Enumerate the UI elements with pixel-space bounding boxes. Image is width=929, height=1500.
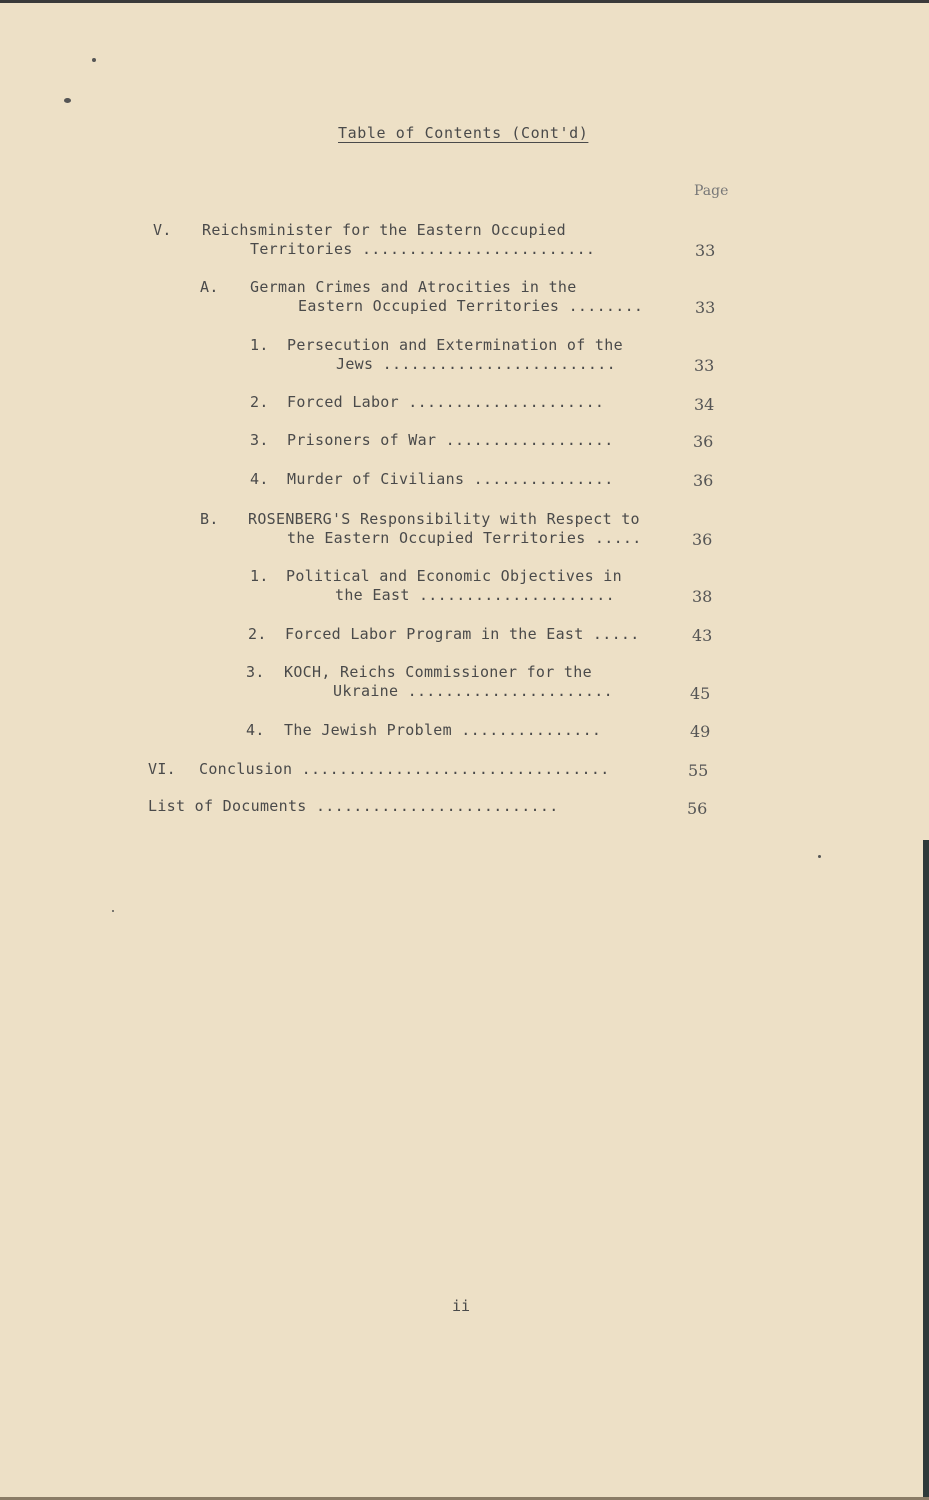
toc-entry-title-cont: Jews .........................: [336, 355, 616, 373]
toc-entry-title: Forced Labor Program in the East .....: [285, 625, 640, 643]
toc-entry-number: A.: [200, 278, 219, 296]
toc-entry-title: KOCH, Reichs Commissioner for the: [284, 663, 592, 681]
toc-entry-page: 43: [692, 626, 713, 645]
toc-entry-title: Reichsminister for the Eastern Occupied: [202, 221, 566, 239]
toc-entry-page: 55: [688, 761, 709, 780]
toc-entry-title: The Jewish Problem ...............: [284, 721, 602, 739]
toc-entry-number: 2.: [250, 393, 269, 411]
toc-entry-page: 33: [695, 298, 716, 317]
toc-entry-number: 2.: [248, 625, 267, 643]
toc-entry-title: List of Documents ..........................: [148, 797, 559, 815]
toc-entry-title: Political and Economic Objectives in: [286, 567, 622, 585]
toc-entry-page: 36: [693, 432, 714, 451]
scan-speck: [112, 910, 114, 912]
scan-edge-top: [0, 0, 929, 3]
toc-entry-page: 34: [694, 395, 715, 414]
toc-entry-number: V.: [153, 221, 172, 239]
toc-entry-page: 36: [692, 530, 713, 549]
page-column-header: Page: [694, 183, 729, 199]
toc-entry-title: Persecution and Extermination of the: [287, 336, 623, 354]
toc-entry-number: 4.: [246, 721, 265, 739]
toc-entry-page: 33: [695, 241, 716, 260]
toc-entry-page: 38: [692, 587, 713, 606]
toc-entry-title-cont: the Eastern Occupied Territories .....: [287, 529, 642, 547]
toc-entry-title: Prisoners of War ..................: [287, 431, 614, 449]
toc-entry-number: 1.: [250, 336, 269, 354]
toc-entry-page: 56: [687, 799, 708, 818]
toc-entry-page: 45: [690, 684, 711, 703]
page-title: Table of Contents (Cont'd): [338, 124, 589, 142]
toc-entry-title-cont: Ukraine ......................: [333, 682, 613, 700]
footer-page-number: ii: [452, 1297, 471, 1315]
toc-entry-page: 49: [690, 722, 711, 741]
toc-entry-title: German Crimes and Atrocities in the: [250, 278, 577, 296]
toc-entry-number: 3.: [250, 431, 269, 449]
toc-entry-number: VI.: [148, 760, 176, 778]
toc-entry-title: ROSENBERG'S Responsibility with Respect to: [248, 510, 640, 528]
scan-speck: [92, 58, 96, 62]
toc-entry-title: Murder of Civilians ...............: [287, 470, 614, 488]
toc-entry-title: Forced Labor .....................: [287, 393, 605, 411]
scan-speck: [64, 98, 71, 103]
toc-entry-number: B.: [200, 510, 219, 528]
toc-entry-title-cont: the East .....................: [335, 586, 615, 604]
toc-entry-title-cont: Territories .........................: [250, 240, 596, 258]
toc-entry-number: 4.: [250, 470, 269, 488]
scan-edge-right: [923, 840, 929, 1500]
toc-entry-number: 1.: [250, 567, 269, 585]
toc-entry-title-cont: Eastern Occupied Territories ........: [298, 297, 644, 315]
toc-entry-number: 3.: [246, 663, 265, 681]
scan-speck: [818, 855, 821, 858]
toc-entry-title: Conclusion .................................: [199, 760, 610, 778]
toc-entry-page: 36: [693, 471, 714, 490]
toc-entry-page: 33: [694, 356, 715, 375]
